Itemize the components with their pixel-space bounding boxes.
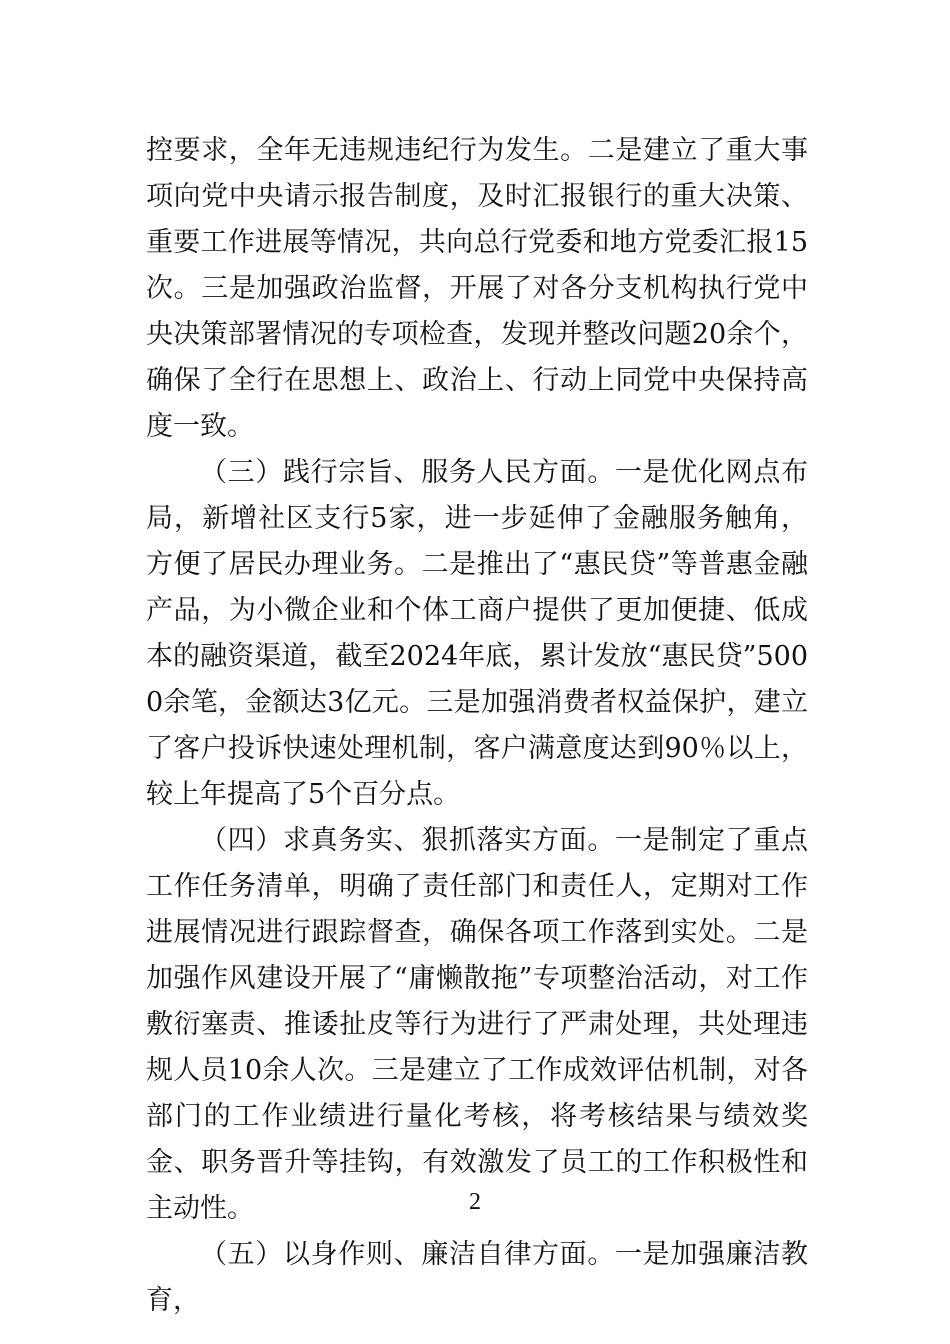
paragraph-section-three: （三）践行宗旨、服务人民方面。一是优化网点布局，新增社区支行5家，进一步延伸了金融服务触角，方便了居民办理业务。二是推出了“惠民贷”等普惠金融产品，为小微企业和个体工商户提供了更加便捷、低成本的融资渠道，截至2024年底，累计发放“惠民贷”5000余笔，金额达3亿元。三是加强消费者权益保护，建立了客户投诉快速处理机制，客户满意度达到90％以上，较上年提高了5个百分点。 <box>146 457 808 810</box>
page-number: 2 <box>469 1189 481 1215</box>
paragraph-section-five: （五）以身作则、廉洁自律方面。一是加强廉洁教育， <box>146 1239 808 1316</box>
document-body <box>146 128 808 1324</box>
paragraph-continuation: 控要求，全年无违规违纪行为发生。二是建立了重大事项向党中央请示报告制度，及时汇报银行的重大决策、重要工作进展等情况，共向总行党委和地方党委汇报15次。三是加强政治监督，开展了对各分支机构执行党中央决策部署情况的专项检查，发现并整改问题20余个，确保了全行在思想上、政治上、行动上同党中央保持高度一致。 <box>146 135 808 442</box>
paragraph-section-four: （四）求真务实、狠抓落实方面。一是制定了重点工作任务清单，明确了责任部门和责任人，定期对工作进展情况进行跟踪督查，确保各项工作落到实处。二是加强作风建设开展了“庸懒散拖”专项整治活动，对工作敷衍塞责、推诿扯皮等行为进行了严肃处理，共处理违规人员10余人次。三是建立了工作成效评估机制，对各部门的工作业绩进行量化考核，将考核结果与绩效奖金、职务晋升等挂钩，有效激发了员工的工作积极性和主动性。 <box>146 825 808 1224</box>
